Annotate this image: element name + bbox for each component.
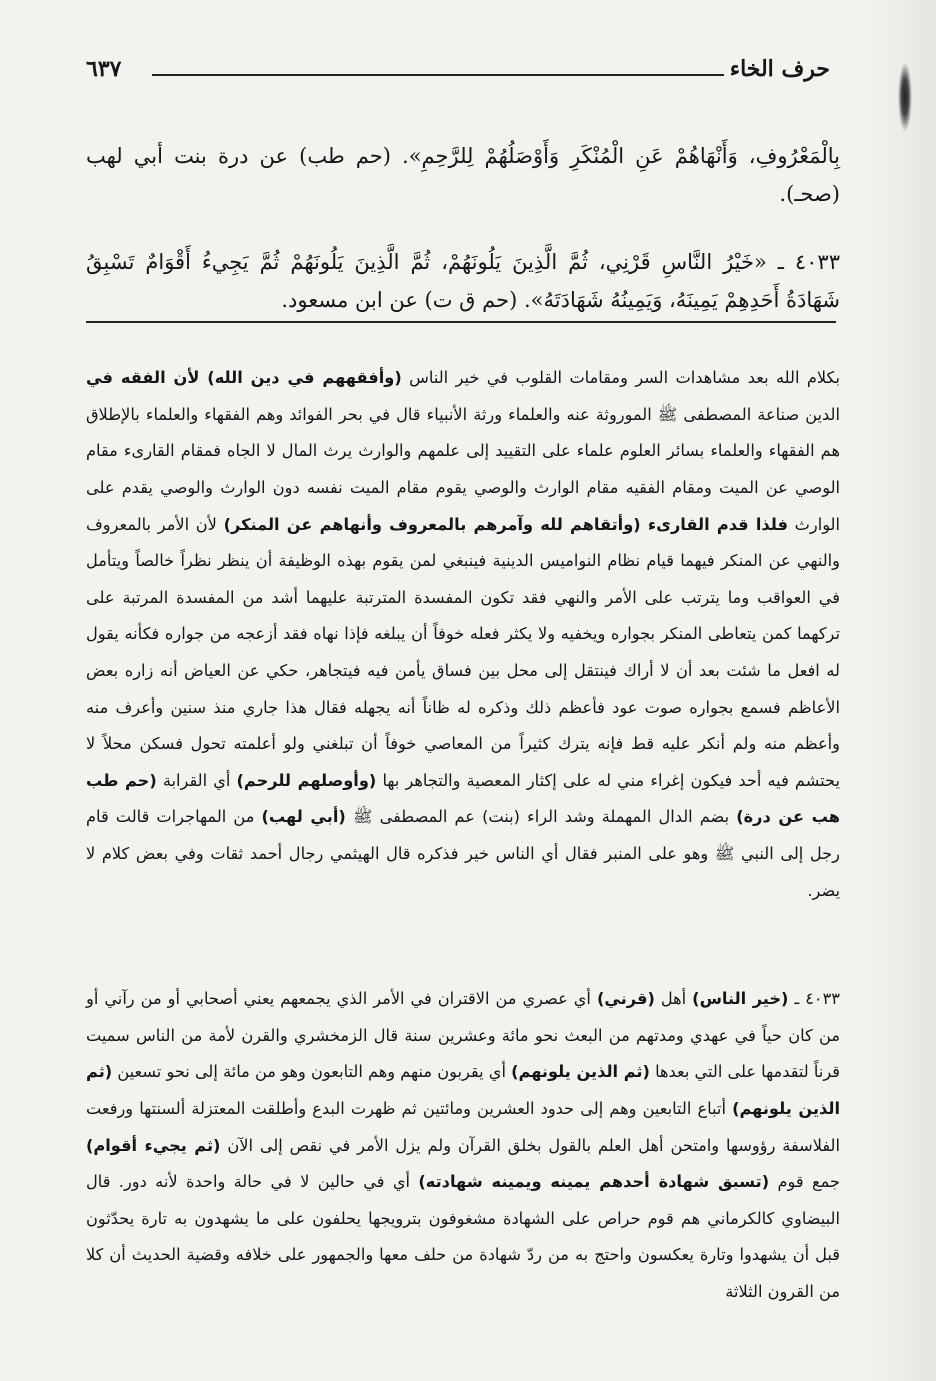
hadith-4033: ٤٠٣٣ ـ «خَيْرُ النَّاسِ قَرْنِي، ثُمَّ الَّذِينَ يَلُونَهُمْ، ثُمَّ الَّذِينَ يَلُونَهُمْ ثُمَّ يَجِيءُ أَقْوَامٌ تَسْبِقُ شَهَادَةُ أَحَدِهِمْ يَمِينَهُ، وَيَمِينُهُ شَهَادَتَهُ». (حم ق ت) عن ابن مسعود.	[86, 250, 840, 312]
page-binding-shadow	[866, 0, 936, 1381]
commentary-paragraph-2: ٤٠٣٣ ـ (خير الناس) أهل (قرني) أي عصري من الاقتران في الأمر الذي يجمعهم يعني أصحابي أو من رآني أو من كان حياً في عهدي ومدتهم من البعث نحو مائة وعشرين سنة قال الزمخشري والقرن لأمة من الناس سميت قرناً لتقدمها على التي بعدها (ثم الذين يلونهم) أي يقربون منهم وهم التابعون وهو من مائة إلى نحو تسعين (ثم الذين يلونهم) أتباع التابعين وهم إلى حدود العشرين ومائتين ثم ظهرت البدع وأطلقت المعتزلة ألسنتها ورفعت الفلاسفة رؤوسها وامتحن أهل العلم بالقول بخلق القرآن ولم يزل الأمر في نقص إلى الآن (ثم يجيء أقوام) جمع قوم (تسبق شهادة أحدهم يمينه ويمينه شهادته) أي في حالين لا في حالة واحدة لأنه دور. قال البيضاوي كالكرماني هم قوم حراص على الشهادة مشغوفون بترويجها يحلفون على ما يشهدون به تارة يحدّثون قبل أن يشهدوا وتارة يعكسون واحتج به من ردّ شهادة من حلف معها والجمهور على خلافه وقضية الحديث أن كلا من القرون الثلاثة	[86, 989, 841, 1301]
header-title: حرف الخاء	[729, 56, 830, 82]
hadith-text-continued: بِالْمَعْرُوفِ، وَأَنْهَاهُمْ عَنِ الْمُنْكَرِ وَأَوْصَلُهُمْ لِلرَّحِمِ». (حم طب) عن درة بنت أبي لهب (صحـ).	[86, 144, 840, 206]
binding-mark	[898, 62, 912, 132]
header-rule	[152, 74, 724, 76]
running-header	[86, 56, 830, 90]
footnote-divider	[86, 321, 836, 323]
commentary-paragraph-1: بكلام الله بعد مشاهدات السر ومقامات القلوب في خير الناس (وأفقههم في دين الله) لأن الفقه في الدين صناعة المصطفى ﷺ الموروثة عنه والعلماء ورثة الأنبياء قال في بحر الفوائد وهم الفقهاء والعلماء بالإطلاق هم الفقهاء والعلماء بسائر العلوم علماء على التقييد إلى علمهم والوارث يرث المال لا الجاه فمقام القارىء مقام الوصي عن الميت ومقام الفقيه مقام الوارث والوصي يقوم مقام الميت نفسه دون الوارث والوصي يقدم على الوارث فلذا قدم القارىء (وأتقاهم لله وآمرهم بالمعروف وأنهاهم عن المنكر) لأن الأمر بالمعروف والنهي عن المنكر فيهما قيام نظام النواميس الدينية فينبغي لمن يقوم بهذه الوظيفة أن ينظر نظراً خالصاً ويتأمل في العواقب وما يترتب على الأمر والنهي فقد تكون المفسدة المترتبة عليهما أشد من المفسدة المرتبة على تركهما كمن يتعاطى المنكر بجواره ويخفيه ولا يكثر فعله خوفاً أن يبلغه فإذا نهاه فقد أزعجه من جواره فكأنه يقول له افعل ما شئت بعد أن لا أراك فينتقل إلى محل بين فساق يأمن فيه فيتجاهر، حكي عن العياض أنه زاره بعض الأعاظم فسمع بجواره صوت عود فأعظم ذلك وذكره له ظاناً أنه يجهله فقال هذا جاري منذ سنين وأعرف منه وأعظم منه ولم أنكر عليه قط فإنه يترك كثيراً من المعاصي خوفاً أن تبلغني ولو أعلمته تحول فسكن محلاً لا يحتشم فيه أحد فيكون إغراء مني له على إكثار المعصية والتجاهر بها (وأوصلهم للرحم) أي القرابة (حم طب هب عن درة) بضم الدال المهملة وشد الراء (بنت) عم المصطفى ﷺ (أبي لهب) من المهاجرات قالت قام رجل إلى النبي ﷺ وهو على المنبر فقال أي الناس خير فذكره قال الهيثمي رجال أحمد ثقات وفي بعض كلام لا يضر.	[86, 368, 840, 900]
page-number: ٦٣٧	[86, 56, 122, 82]
